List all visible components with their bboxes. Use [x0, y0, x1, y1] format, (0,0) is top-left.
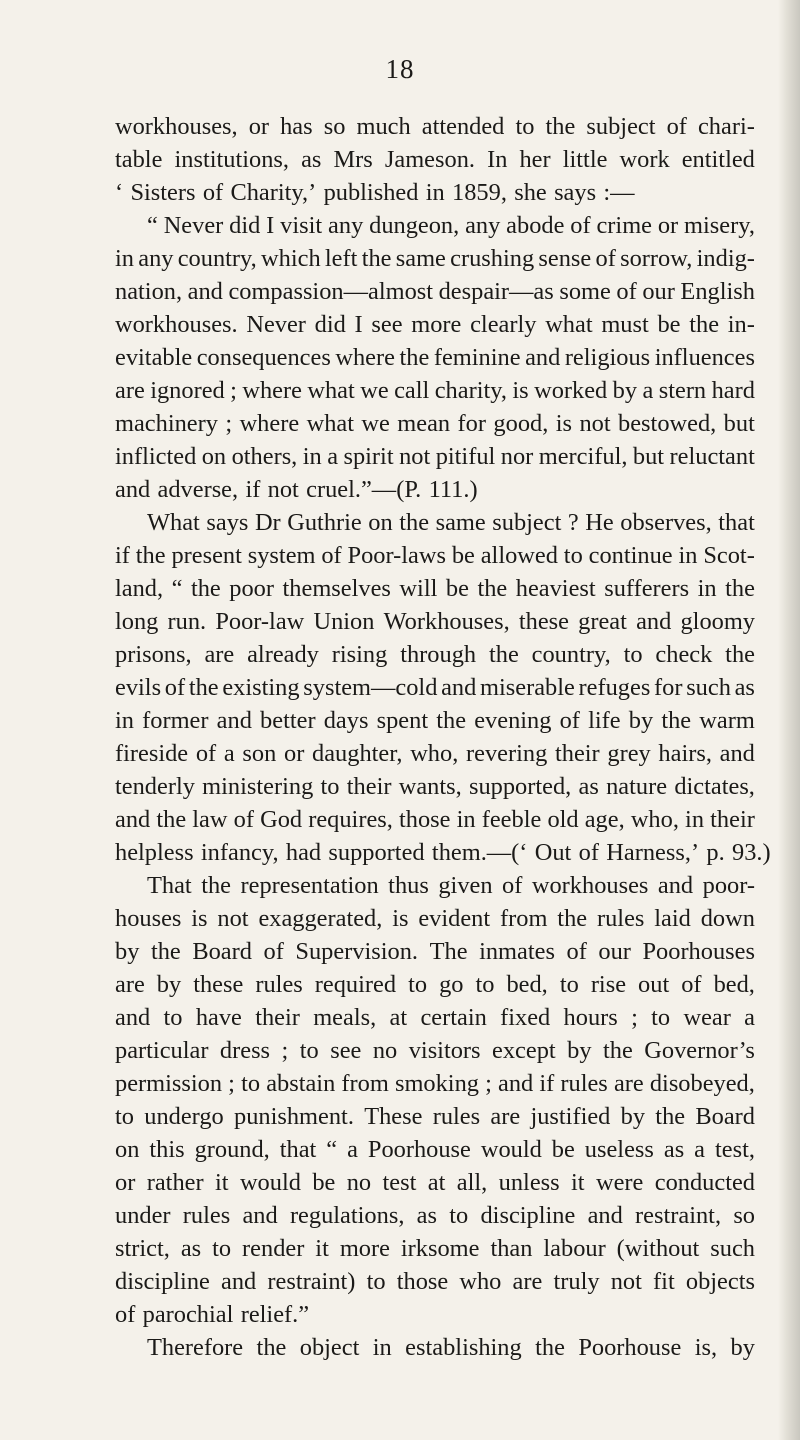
text-line: inflicted on others, in a spirit not pitiful nor merciful, but reluctant [115, 443, 755, 470]
text-line: are ignored ; where what we call charity, is worked by a stern hard [115, 377, 755, 404]
text-line: nation, and compassion—almost despair—as some of our English [115, 278, 755, 305]
text-line: “ Never did I visit any dungeon, any abode of crime or misery, [147, 212, 755, 239]
text-line: in former and better days spent the evening of life by the warm [115, 707, 755, 734]
page-edge [778, 0, 800, 1440]
text-line: to undergo punishment. These rules are justified by the Board [115, 1103, 755, 1130]
text-line: What says Dr Guthrie on the same subject ? He observes, that [147, 509, 755, 536]
text-line: or rather it would be no test at all, unless it were conducted [115, 1169, 755, 1196]
text-line: are by these rules required to go to bed, to rise out of bed, [115, 971, 755, 998]
text-line: land, “ the poor themselves will be the heaviest sufferers in the [115, 575, 755, 602]
text-line: tenderly ministering to their wants, supported, as nature dictates, [115, 773, 755, 800]
text-line: machinery ; where what we mean for good, is not bestowed, but [115, 410, 755, 437]
text-line: and to have their meals, at certain fixed hours ; to wear a [115, 1004, 755, 1031]
text-line: and the law of God requires, those in feeble old age, who, in their [115, 806, 755, 833]
text-line: Therefore the object in establishing the Poorhouse is, by [147, 1334, 755, 1361]
text-line: houses is not exaggerated, is evident from the rules laid down [115, 905, 755, 932]
text-line: long run. Poor-law Union Workhouses, these great and gloomy [115, 608, 755, 635]
text-line: discipline and restraint) to those who are truly not fit objects [115, 1268, 755, 1295]
text-line: and adverse, if not cruel.”—(P. 111.) [115, 476, 478, 503]
text-line: by the Board of Supervision. The inmates of our Poorhouses [115, 938, 755, 965]
text-line: ‘ Sisters of Charity,’ published in 1859, she says :— [115, 179, 635, 206]
text-line: evils of the existing system—cold and miserable refuges for such as [115, 674, 755, 701]
text-line: helpless infancy, had supported them.—(‘ Out of Harness,’ p. 93.) [115, 839, 771, 866]
text-line: permission ; to abstain from smoking ; and if rules are disobeyed, [115, 1070, 755, 1097]
text-line: particular dress ; to see no visitors except by the Governor’s [115, 1037, 755, 1064]
text-line: in any country, which left the same crushing sense of sorrow, indig- [115, 245, 755, 272]
text-line: That the representation thus given of workhouses and poor- [147, 872, 755, 899]
page-number: 18 [385, 54, 415, 84]
text-line: table institutions, as Mrs Jameson. In her little work entitled [115, 146, 755, 173]
text-line: evitable consequences where the feminine and religious influences [115, 344, 755, 371]
text-line: under rules and regulations, as to discipline and restraint, so [115, 1202, 755, 1229]
text-line: workhouses. Never did I see more clearly what must be the in- [115, 311, 755, 338]
text-line: fireside of a son or daughter, who, revering their grey hairs, and [115, 740, 755, 767]
text-line: if the present system of Poor-laws be allowed to continue in Scot- [115, 542, 755, 569]
text-line: strict, as to render it more irksome than labour (without such [115, 1235, 755, 1262]
text-line: on this ground, that “ a Poorhouse would be useless as a test, [115, 1136, 755, 1163]
text-line: prisons, are already rising through the country, to check the [115, 641, 755, 668]
text-line: of parochial relief.” [115, 1301, 310, 1328]
body-text [115, 110, 771, 1364]
text-line: workhouses, or has so much attended to the subject of chari- [115, 113, 755, 140]
